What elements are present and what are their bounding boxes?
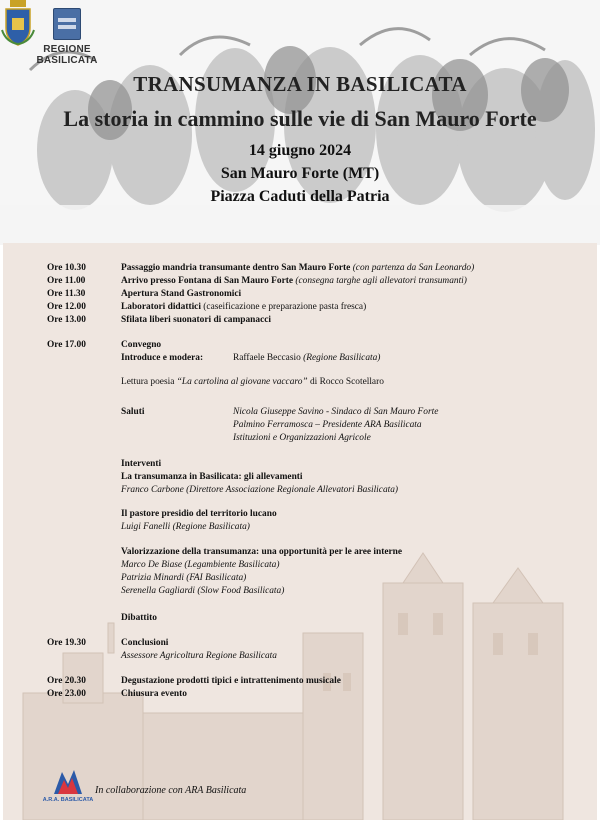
talk-topic: Il pastore presidio del territorio lucano: [121, 509, 277, 519]
schedule-item: Ore 19.30 Conclusioni: [47, 638, 169, 648]
collaboration-note: In collaborazione con ARA Basilicata: [95, 785, 247, 796]
talk-speaker: Luigi Fanelli (Regione Basilicata): [121, 522, 250, 532]
event-title: TRANSUMANZA IN BASILICATA: [133, 72, 467, 96]
schedule-item: Ore 12.00 Laboratori didattici (caseificazione e preparazione pasta fresca): [47, 302, 367, 312]
ara-logo-text: A.R.A. BASILICATA: [42, 797, 94, 803]
schedule-item: Ore 17.00 Convegno: [47, 340, 162, 350]
talk-topic: Valorizzazione della transumanza: una opportunità per le aree interne: [121, 547, 403, 557]
event-date: 14 giugno 2024: [248, 142, 352, 159]
interventi-label: Interventi: [121, 459, 162, 469]
moderator-line: Introduce e modera: Raffaele Beccasio (Regione Basilicata): [121, 353, 381, 363]
list-item: Nicola Giuseppe Savino - Sindaco di San Mauro Forte: [233, 407, 439, 417]
schedule-item: Ore 11.30 Apertura Stand Gastronomici: [47, 289, 242, 299]
ara-basilicata-logo: [42, 764, 94, 806]
event-subtitle: La storia in cammino sulle vie di San Mauro Forte: [63, 106, 537, 131]
talk-speaker: Patrizia Minardi (FAI Basilicata): [121, 573, 247, 583]
saluti-label: Saluti: [121, 407, 145, 417]
event-square: Piazza Caduti della Patria: [210, 188, 390, 205]
poem-reading-line: Lettura poesia “La cartolina al giovane vaccaro” di Rocco Scotellaro: [121, 377, 384, 387]
talk-speaker: Marco De Biase (Legambiente Basilicata): [121, 560, 280, 570]
conclusion-speaker: Assessore Agricoltura Regione Basilicata: [121, 651, 277, 661]
talk-topic: La transumanza in Basilicata: gli allevamenti: [121, 472, 303, 482]
schedule-item: Ore 13.00 Sfilata liberi suonatori di campanacci: [47, 315, 271, 325]
schedule-item: Ore 23.00 Chiusura evento: [47, 689, 187, 699]
talk-speaker: Serenella Gagliardi (Slow Food Basilicata): [121, 586, 285, 596]
region-label: REGIONE BASILICATA: [36, 44, 98, 66]
municipal-crest-icon: [0, 0, 36, 46]
debate-label: Dibattito: [121, 613, 157, 623]
schedule-item: Ore 20.30 Degustazione prodotti tipici e intrattenimento musicale: [47, 676, 341, 686]
region-emblem-icon: [53, 8, 81, 40]
list-item: Palmino Ferramosca – Presidente ARA Basilicata: [233, 420, 422, 430]
event-town: San Mauro Forte (MT): [220, 165, 380, 182]
list-item: Istituzioni e Organizzazioni Agricole: [233, 433, 371, 443]
schedule-item: Ore 11.00 Arrivo presso Fontana di San Mauro Forte (consegna targhe agli allevatori transumanti): [47, 276, 467, 286]
schedule-item: Ore 10.30 Passaggio mandria transumante dentro San Mauro Forte (con partenza da San Leonardo): [47, 263, 475, 273]
talk-speaker: Franco Carbone (Direttore Associazione Regionale Allevatori Basilicata): [121, 485, 399, 495]
header-hero: [0, 0, 600, 245]
